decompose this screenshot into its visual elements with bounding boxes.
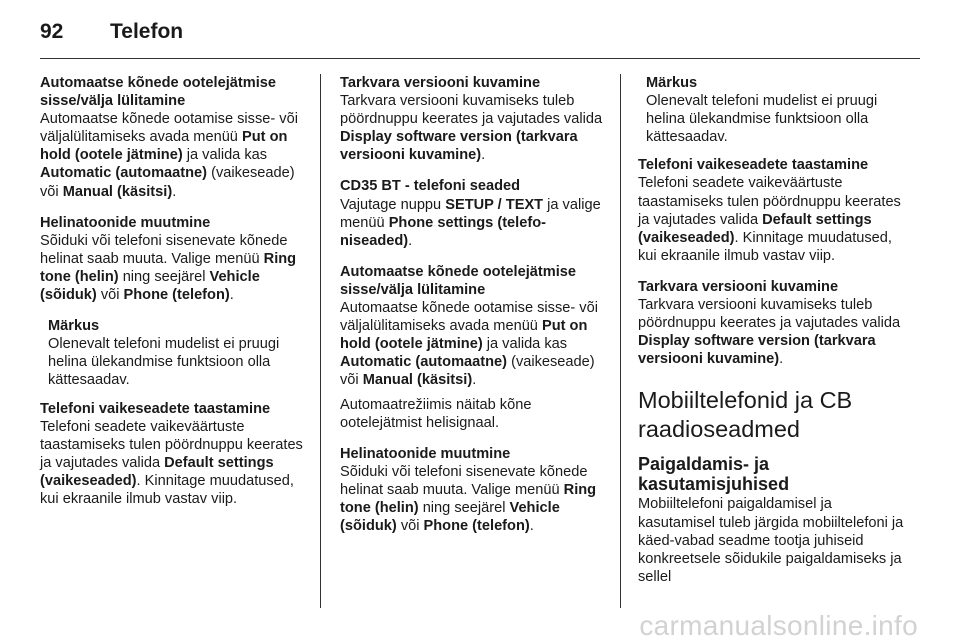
paragraph-text: Sõiduki või telefoni sisenevate kõnede helinat saab muuta. Valige menüü xyxy=(40,232,288,267)
menu-item-name: Phone (telefon) xyxy=(423,518,530,535)
page-number: 92 xyxy=(40,20,64,43)
menu-item-name: Vehicle (sõiduk) xyxy=(40,268,260,304)
software-version-section xyxy=(638,278,910,368)
menu-item-name: Put on hold (ootele jätmine) xyxy=(340,318,588,353)
column-divider xyxy=(320,74,321,608)
menu-item-name: Manual (käsitsi) xyxy=(62,183,173,200)
paragraph-text: Telefoni seadete vaikeväärtuste taastamiseks tulen pöördnuppu keerates ja vajutades valida xyxy=(40,418,303,471)
column-2 xyxy=(340,74,612,548)
note-box xyxy=(40,317,312,389)
menu-item-name: Phone (telefon) xyxy=(123,287,230,304)
menu-item-name: Automatic (automaatne) xyxy=(340,354,508,371)
section-heading: Telefoni vaikeseadete taastamine xyxy=(638,157,869,174)
auto-answer-section xyxy=(340,263,612,390)
auto-mode-paragraph xyxy=(340,396,612,432)
paragraph-text: Telefoni seadete vaikeväärtuste taastamiseks tulen pöördnuppu keerates ja vajutades valida xyxy=(638,175,901,228)
menu-item-name: Display software version (tarkvara versiooni kuvamine) xyxy=(638,333,876,368)
paragraph-text: Vajutage nuppu xyxy=(340,196,446,213)
reset-section xyxy=(638,156,910,265)
page-title: Telefon xyxy=(110,20,184,43)
paragraph-text: ning seejärel xyxy=(118,268,210,285)
auto-answer-section xyxy=(40,74,312,201)
section-heading: Telefoni vaikeseadete taastamine xyxy=(40,400,271,417)
menu-item-name: Manual (käsitsi) xyxy=(362,372,473,389)
section-heading: CD35 BT - telefoni seaded xyxy=(340,178,521,195)
paragraph-text: ja valida kas xyxy=(182,147,268,164)
section-heading: Automaatse kõnede ootelejätmise sisse/välja lülitamine xyxy=(340,263,577,298)
section-heading: Tarkvara versiooni kuvamine xyxy=(340,75,541,91)
paragraph-text: ja valige menüü xyxy=(340,196,601,231)
watermark: carmanualsonline.info xyxy=(639,610,918,641)
paragraph-text: ja valida kas xyxy=(482,336,568,353)
menu-item-name: Ring tone (helin) xyxy=(340,481,597,516)
paragraph-text: Automaatrežiimis näitab kõne ootelejätmist helisignaal. xyxy=(340,396,532,431)
section-heading: Helinatoonide muutmine xyxy=(340,445,511,462)
menu-item-name: Vehicle (sõiduk) xyxy=(340,499,560,535)
column-3 xyxy=(638,74,910,586)
note-body: Olenevalt telefoni mudelist ei pruugi helina ülekandmise funktsioon olla kättesaadav. xyxy=(48,336,280,389)
button-name: SETUP / TEXT xyxy=(445,196,544,213)
software-version-section xyxy=(340,74,612,164)
section-heading: Tarkvara versiooni kuvamine xyxy=(638,278,839,295)
cd35-section xyxy=(340,177,612,249)
menu-item-name: Display software version (tarkvara versiooni kuvamine) xyxy=(340,129,578,164)
paragraph-text: . xyxy=(172,183,177,200)
paragraph-text: Sõiduki või telefoni sisenevate kõnede helinat saab muuta. Valige menüü xyxy=(340,463,588,498)
paragraph-text: . xyxy=(529,518,534,535)
note-title: Märkus xyxy=(48,318,100,335)
menu-item-name: Default settings (vaikeseaded) xyxy=(40,454,274,489)
header-rule xyxy=(40,58,920,59)
paragraph-text: . xyxy=(408,232,413,249)
paragraph-text: ning seejärel xyxy=(418,499,510,516)
paragraph-text: (vaikeseade) või xyxy=(40,165,295,200)
menu-item-name: Default settings (vaikeseaded) xyxy=(638,211,872,246)
paragraph-text: Tarkvara versiooni kuvamiseks tuleb pöördnuppu keerates ja vajutades valida xyxy=(340,93,603,128)
paragraph-text: . Kinnitage muudatused, kui ekraanile ilmub vastav viip. xyxy=(40,472,294,507)
ringtone-section xyxy=(40,214,312,304)
reset-section xyxy=(40,400,312,509)
subsection-title: Paigaldamis- ja kasutamisjuhised xyxy=(638,454,790,495)
paragraph-text: . xyxy=(779,351,784,368)
menu-item-name: Phone settings (telefo‐ niseaded) xyxy=(340,214,546,249)
paragraph-text: Automaatse kõnede ootamise sisse- või väljalülitamiseks avada menüü xyxy=(40,111,298,146)
paragraph-text: . xyxy=(229,287,234,304)
paragraph-text: Automaatse kõnede ootamise sisse- või väljalülitamiseks avada menüü xyxy=(340,300,598,335)
paragraph-text: Tarkvara versiooni kuvamiseks tuleb pöördnuppu keerates ja vajutades valida xyxy=(638,297,901,332)
ringtone-section xyxy=(340,445,612,535)
paragraph-text: või xyxy=(396,518,424,535)
paragraph-text: . xyxy=(472,372,477,389)
menu-item-name: Ring tone (helin) xyxy=(40,250,297,285)
note-title: Märkus xyxy=(646,75,698,91)
note-body: Olenevalt telefoni mudelist ei pruugi helina ülekandmise funktsioon olla kättesaadav. xyxy=(646,93,878,146)
paragraph-text: . xyxy=(481,147,486,164)
section-heading: Automaatse kõnede ootelejätmise sisse/välja lülitamine xyxy=(40,75,277,110)
paragraph-text: või xyxy=(96,287,124,304)
menu-item-name: Automatic (automaatne) xyxy=(40,165,208,182)
chapter-title: Mobiiltelefonid ja CB raadioseadmed xyxy=(638,387,853,443)
install-paragraph: Mobiiltelefoni paigaldamisel ja kasutamisel tuleb järgida mobiiltelefoni ja käed-vabad seadme tootja juhiseid konkreetsele sõidukile paigaldamiseks ja sellel xyxy=(638,496,904,585)
paragraph-text: (vaikeseade) või xyxy=(340,354,595,389)
column-1 xyxy=(40,74,312,521)
column-divider xyxy=(620,74,621,608)
page-header xyxy=(40,14,183,50)
section-heading: Helinatoonide muutmine xyxy=(40,214,211,231)
paragraph-text: . Kinnitage muudatused, kui ekraanile ilmub vastav viip. xyxy=(638,229,892,264)
menu-item-name: Put on hold (ootele jätmine) xyxy=(40,129,288,164)
note-box xyxy=(638,74,910,146)
